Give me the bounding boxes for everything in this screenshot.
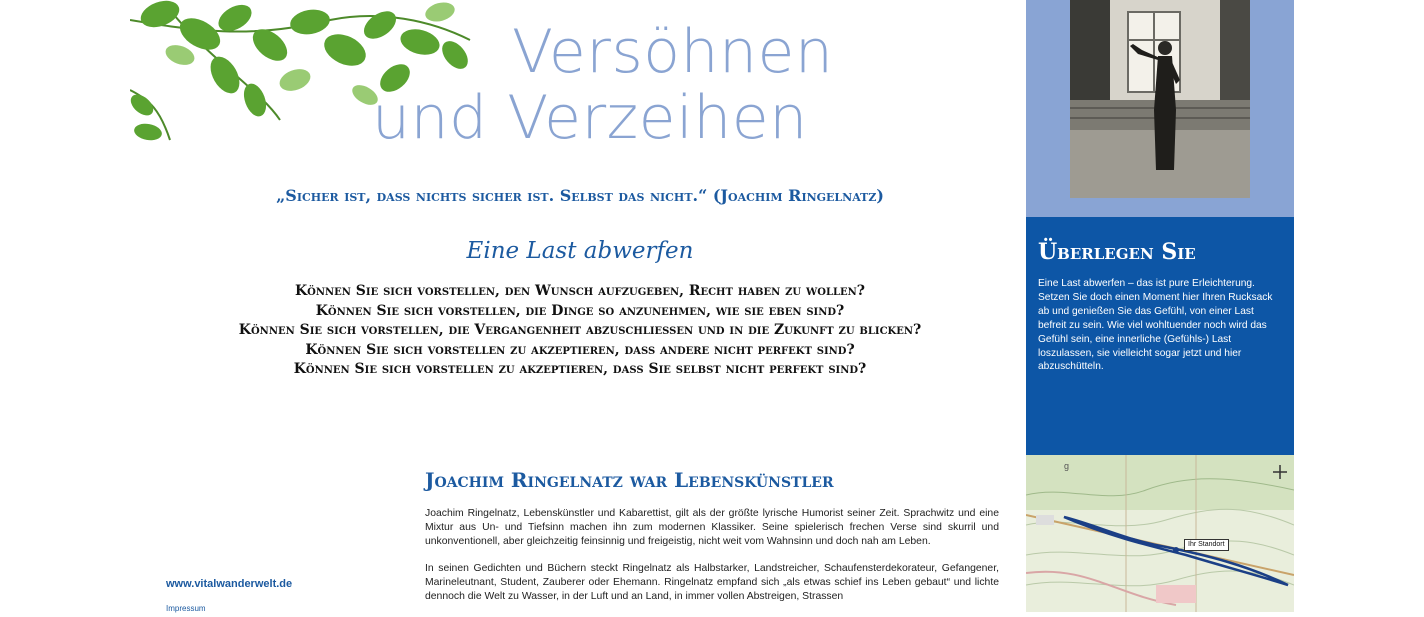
question-item: Können Sie sich vorstellen zu akzeptieren, dass Sie selbst nicht perfekt sind?	[293, 361, 867, 377]
question-item: Können Sie sich vorstellen, die Vergangenheit abzuschliessen und in die Zukunft zu blicken?	[238, 322, 922, 338]
body-paragraph: Joachim Ringelnatz, Lebenskünstler und Kabarettist, gilt als der größte lyrische Humorist seiner Zeit. Sprachwitz und eine Mixtur aus Un- und Tiefsinn machen ihn zum modernen Klassiker. Seine spielerisch frechen Verse sind skurril und unkonventionell, aber gleichzeitig feinsinnig und freigeistig, nicht weit vom Wahnsinn und doch nah am Leben.	[425, 508, 999, 547]
title-line-1: Versöhnen	[512, 17, 834, 87]
reflection-panel	[1026, 217, 1294, 455]
sidebar	[1026, 0, 1294, 612]
svg-text:g: g	[1064, 461, 1070, 471]
body-paragraph: In seinen Gedichten und Büchern steckt Ringelnatz als Halbstarker, Landstreicher, Schaufensterdekorateur, Gefangener, Marineleutnant, Student, Zauberer oder Ehemann. Ringelnatz empfand sich „als etwas schief ins Leben gebaut“ und lichte dennoch die Welt zu Wasser, in der Luft und an Land, in immer vollen Abstreigen, Strassen	[425, 563, 999, 602]
ringelnatz-photo	[1070, 0, 1250, 198]
panel-heading: Überlegen Sie	[1038, 239, 1196, 265]
website-link[interactable]: www.vitalwanderwelt.de	[166, 578, 293, 590]
section-heading: Joachim Ringelnatz war Lebenskünstler	[425, 468, 834, 492]
question-item: Können Sie sich vorstellen, die Dinge so anzunehmen, wie sie eben sind?	[315, 302, 845, 319]
subheading: Eine Last abwerfen	[466, 238, 694, 264]
ringelnatz-quote: „Sicher ist, dass nichts sicher ist. Selbst das nicht.“ (Joachim Ringelnatz)	[276, 186, 884, 205]
imprint-link[interactable]: Impressum	[166, 604, 206, 613]
map-location-label: Ihr Standort	[1184, 539, 1229, 551]
trail-map	[1026, 455, 1294, 612]
title-line-2: und Verzeihen	[372, 83, 808, 153]
photo-panel	[1026, 0, 1294, 217]
question-list	[130, 282, 1030, 380]
section-body	[425, 507, 999, 617]
question-item: Können Sie sich vorstellen zu akzeptieren, dass andere nicht perfekt sind?	[305, 341, 855, 358]
question-item: Können Sie sich vorstellen, den Wunsch aufzugeben, Recht haben zu wollen?	[295, 283, 865, 299]
panel-text: Eine Last abwerfen – das ist pure Erleichterung. Setzen Sie doch einen Moment hier Ihren Rucksack ab und genießen Sie das Gefühl, von einer Last befreit zu sein. Wie viel wohltuender noch wird das Gefühl sein, eine innerliche (Gefühls-) Last loszulassen, sie vielleicht sogar jetzt und hier abzuschütteln.	[1038, 278, 1273, 373]
